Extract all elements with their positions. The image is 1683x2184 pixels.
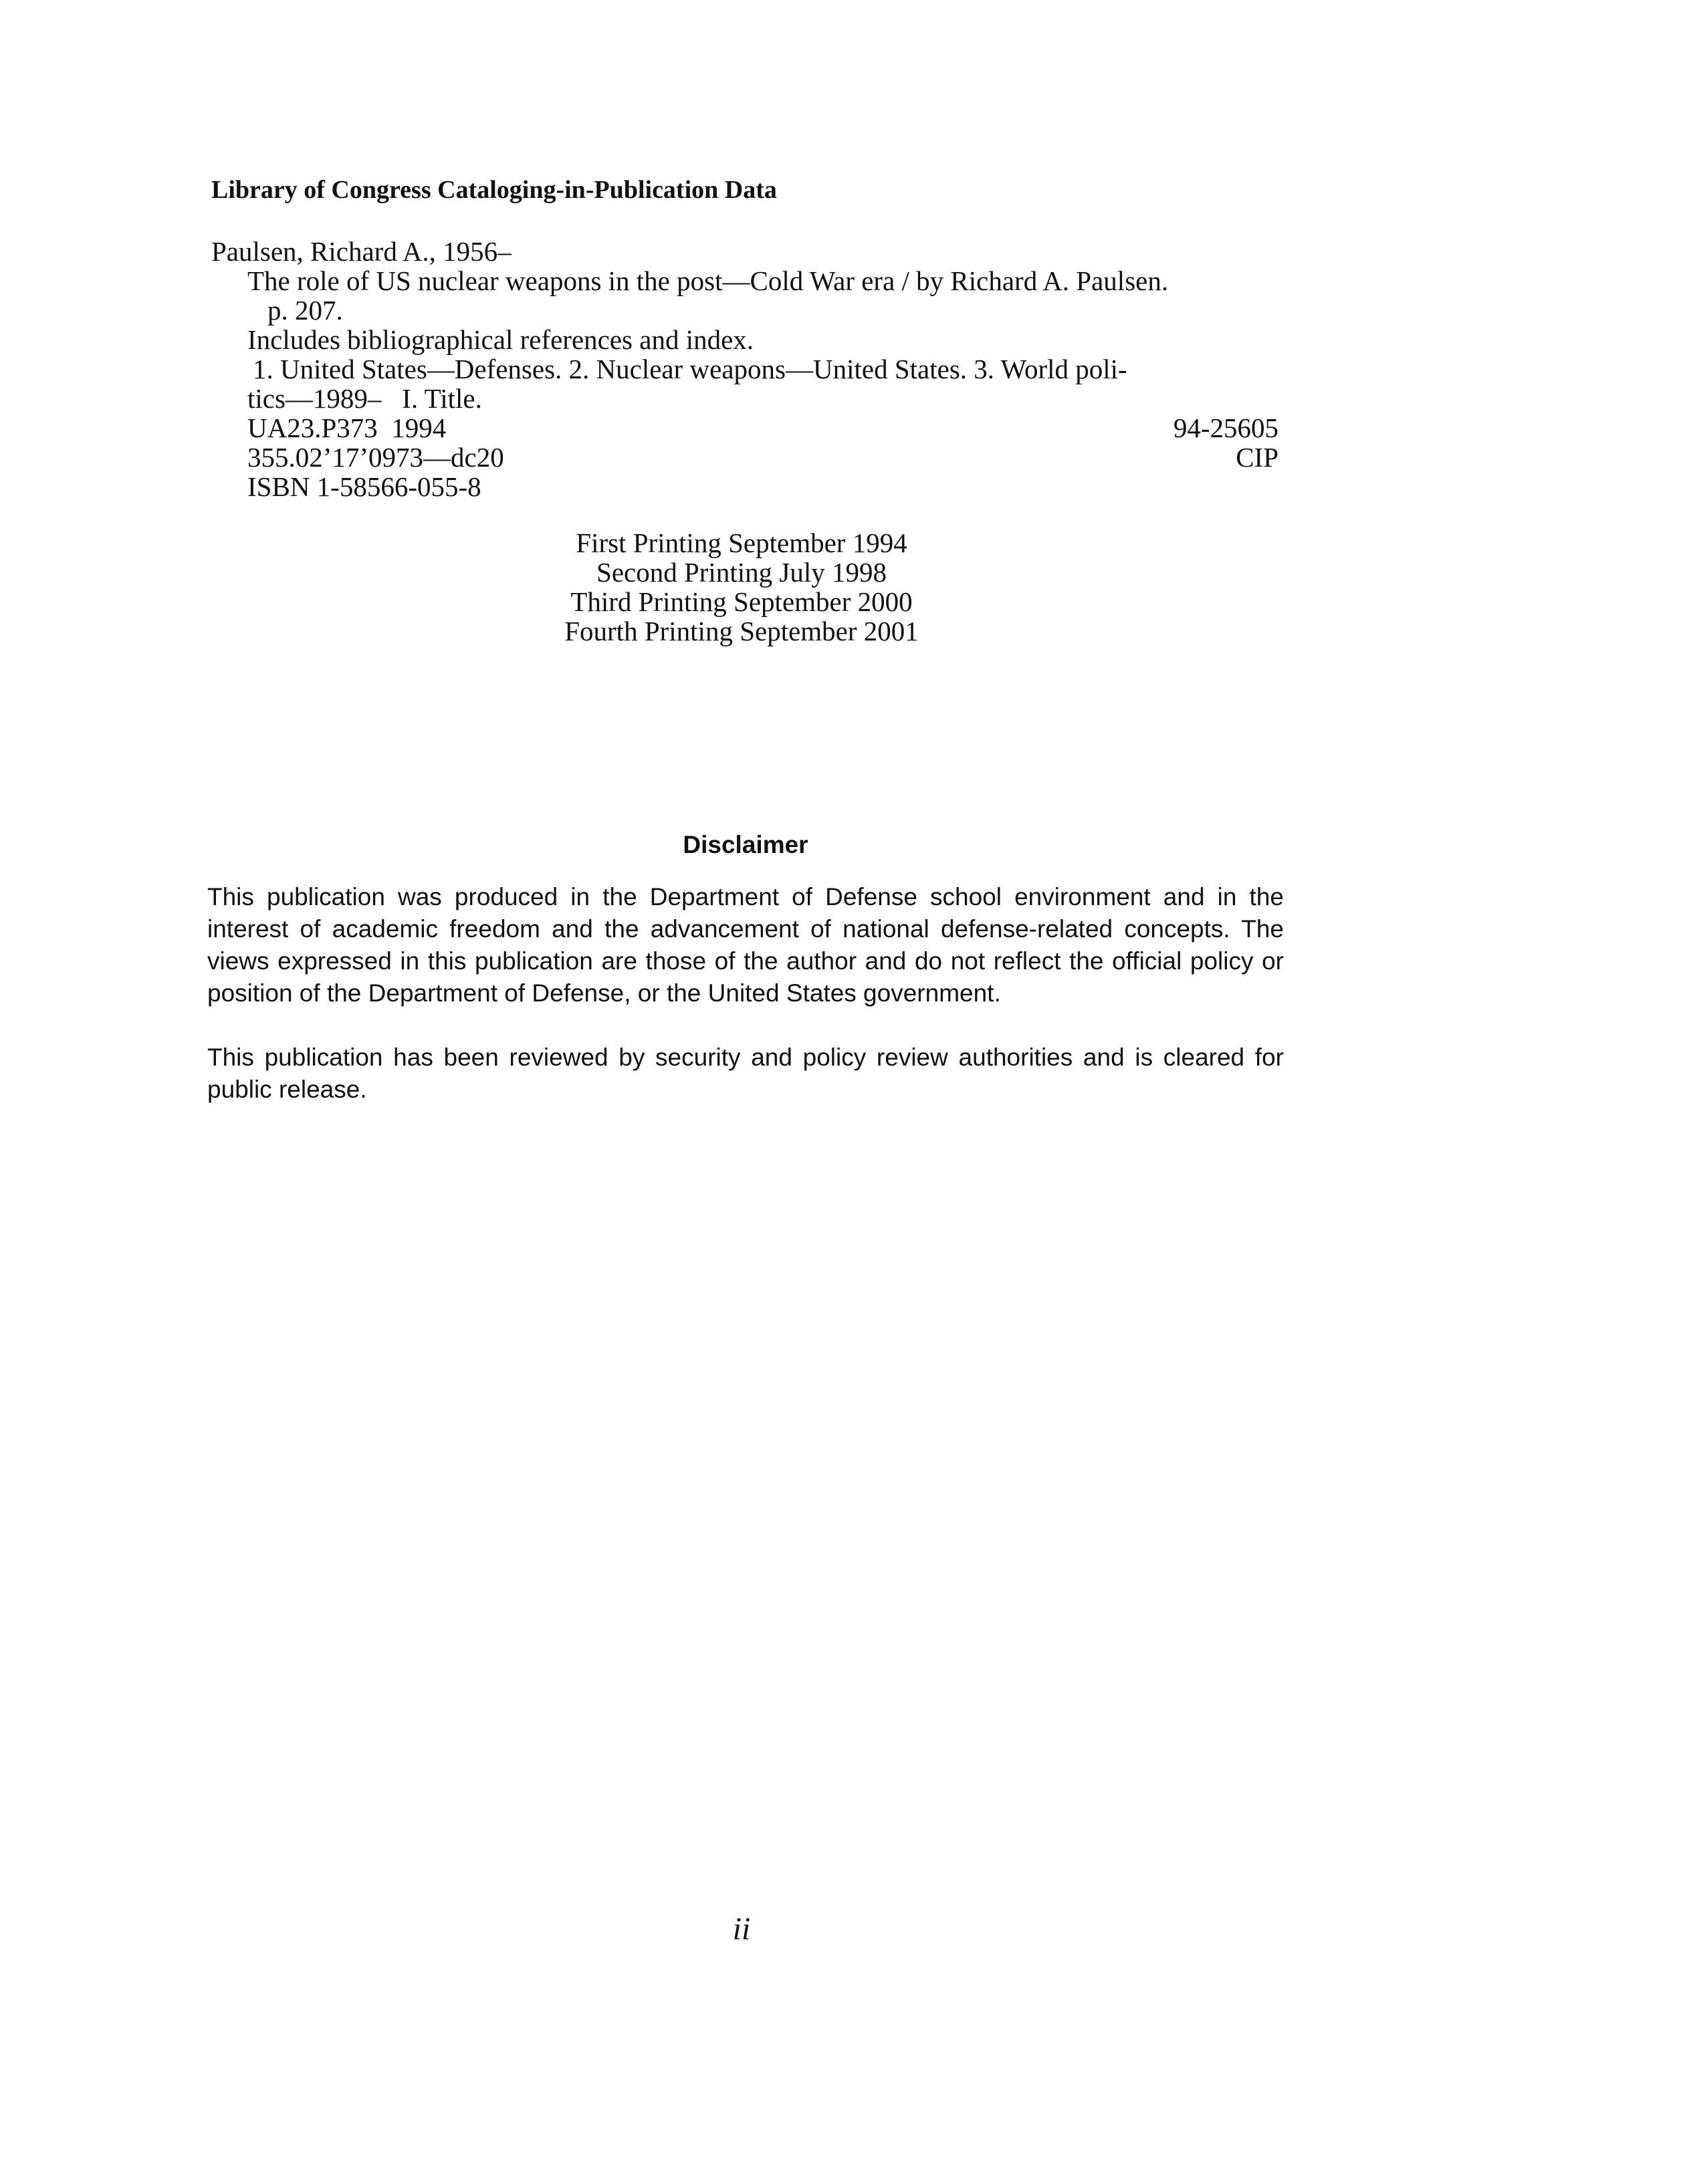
cip-dewey: 355.02’17’0973—dc20: [247, 442, 504, 473]
cip-heading: Library of Congress Cataloging-in-Publication Data: [211, 176, 777, 204]
cip-label: CIP: [1236, 442, 1278, 473]
cip-isbn: ISBN 1-58566-055-8: [247, 471, 481, 502]
cip-subjects-line-2: tics—1989– I. Title.: [247, 383, 482, 414]
printing-line-4: Fourth Printing September 2001: [564, 616, 919, 646]
disclaimer-paragraph-1: This publication was produced in the Department of Defense school environment and in the interest of academic freedom and the advancement of national defense-related concepts. The views expressed in this publication are those of the author and do not reflect the official policy or position of the Department of Defense, or the United States government.: [207, 883, 1284, 1007]
cip-lccn: 94-25605: [1173, 412, 1278, 443]
cip-bibliography-note: Includes bibliographical references and index.: [247, 324, 754, 355]
printing-line-3: Third Printing September 2000: [570, 586, 913, 617]
disclaimer-heading: Disclaimer: [683, 831, 808, 858]
cip-subjects-line-1: 1. United States—Defenses. 2. Nuclear weapons—United States. 3. World poli-: [253, 354, 1127, 384]
cip-author-line: Paulsen, Richard A., 1956–: [211, 236, 512, 267]
cip-pages: p. 207.: [267, 295, 343, 326]
printing-line-1: First Printing September 1994: [576, 527, 907, 558]
cip-title-line: The role of US nuclear weapons in the post—Cold War era / by Richard A. Paulsen.: [247, 265, 1169, 296]
cip-lc-class: UA23.P373 1994: [247, 412, 447, 443]
page-number: ii: [732, 1911, 751, 1947]
disclaimer-paragraph-2: This publication has been reviewed by security and policy review authorities and is cleared for public release.: [207, 1044, 1284, 1103]
printing-line-2: Second Printing July 1998: [596, 557, 887, 588]
